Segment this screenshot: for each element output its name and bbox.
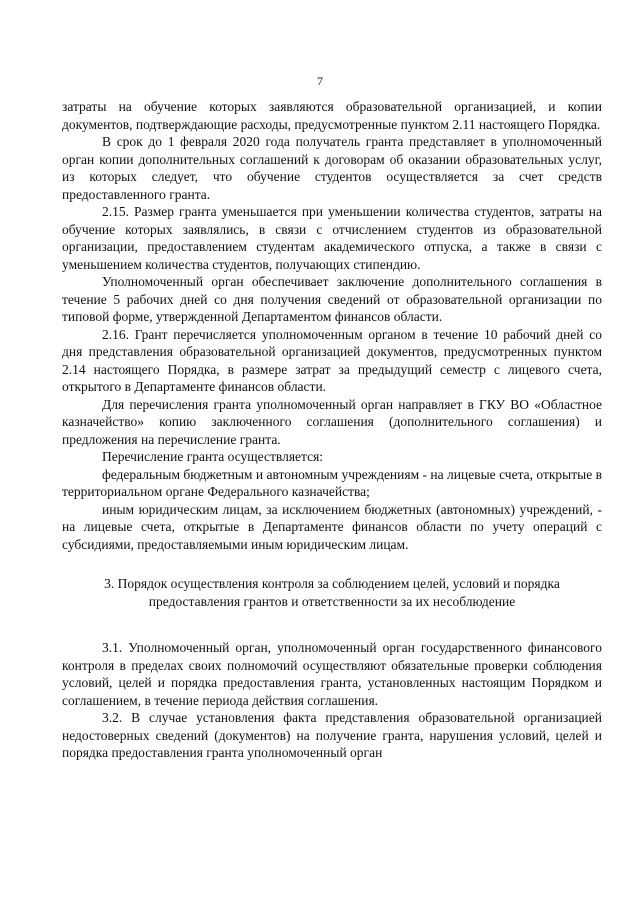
- paragraph-2-16: 2.16. Грант перечисляется уполномоченным органом в течение 10 рабочий дней со дня представления образовательной организацией документов, предусмотренных пунктом 2.14 настоящего Порядка, в размере затрат за предыдущий семестр с лицевого счета, открытого в Департаменте финансов области.: [62, 326, 602, 394]
- paragraph-deadline: В срок до 1 февраля 2020 года получатель гранта представляет в уполномоченный орган копии дополнительных соглашений к договорам об оказании образовательных услуг, из которых следует, что обучение студентов осуществляется за счет средств предоставленного гранта.: [62, 134, 602, 202]
- paragraph-transfer-request: Для перечисления гранта уполномоченный орган направляет в ГКУ ВО «Областное казначейство» копию заключенного соглашения (дополнительного соглашения) и предложения на перечисление гранта.: [62, 396, 602, 447]
- section-heading-line1: 3. Порядок осуществления контроля за соблюдением целей, условий и порядка: [104, 576, 560, 591]
- document-body: [62, 98, 602, 762]
- paragraph-agreement: Уполномоченный орган обеспечивает заключение дополнительного соглашения в течение 5 рабочих дней со дня получения сведений от образовательной организации по типовой форме, утвержденной Департаментом финансов области.: [62, 274, 602, 324]
- paragraph-transfer-intro: Перечисление гранта осуществляется:: [102, 449, 324, 464]
- paragraph-3-2: 3.2. В случае установления факта представления образовательной организацией недостоверных сведений (документов) на получение гранта, нарушения условий, целей и порядка предоставления гранта уполномоченный орган: [62, 710, 602, 760]
- page-number: 7: [317, 74, 323, 88]
- section-heading-line2: предоставления грантов и ответственности за их несоблюдение: [148, 594, 516, 609]
- section-heading: [62, 575, 602, 611]
- paragraph-other-entities: иным юридическим лицам, за исключением бюджетных (автономных) учреждений, - на лицевые счета, открытые в Департаменте финансов области по учету операций с субсидиями, предоставляемыми иным юридическим лицам.: [62, 501, 602, 552]
- paragraph-federal-institutions: федеральным бюджетным и автономным учреждениям - на лицевые счета, открытые в территориальном органе Федерального казначейства;: [62, 466, 602, 499]
- paragraph-3-1: 3.1. Уполномоченный орган, уполномоченный орган государственного финансового контроля в пределах своих полномочий осуществляют обязательные проверки соблюдения условий, целей и порядка предоставления гранта, установленных настоящим Порядком и соглашением, в течение периода действия соглашения.: [62, 640, 602, 708]
- paragraph-2-15: 2.15. Размер гранта уменьшается при уменьшении количества студентов, затраты на обучение которых заявлялись, в связи с отчислением студентов из образовательной организации, предоставлением студентам академического отпуска, а также в связи с уменьшением количества студентов, получающих стипендию.: [62, 204, 602, 272]
- paragraph-continuation: затраты на обучение которых заявляются образовательной организацией, и копии документов, подтверждающие расходы, предусмотренные пунктом 2.11 настоящего Порядка.: [62, 99, 602, 132]
